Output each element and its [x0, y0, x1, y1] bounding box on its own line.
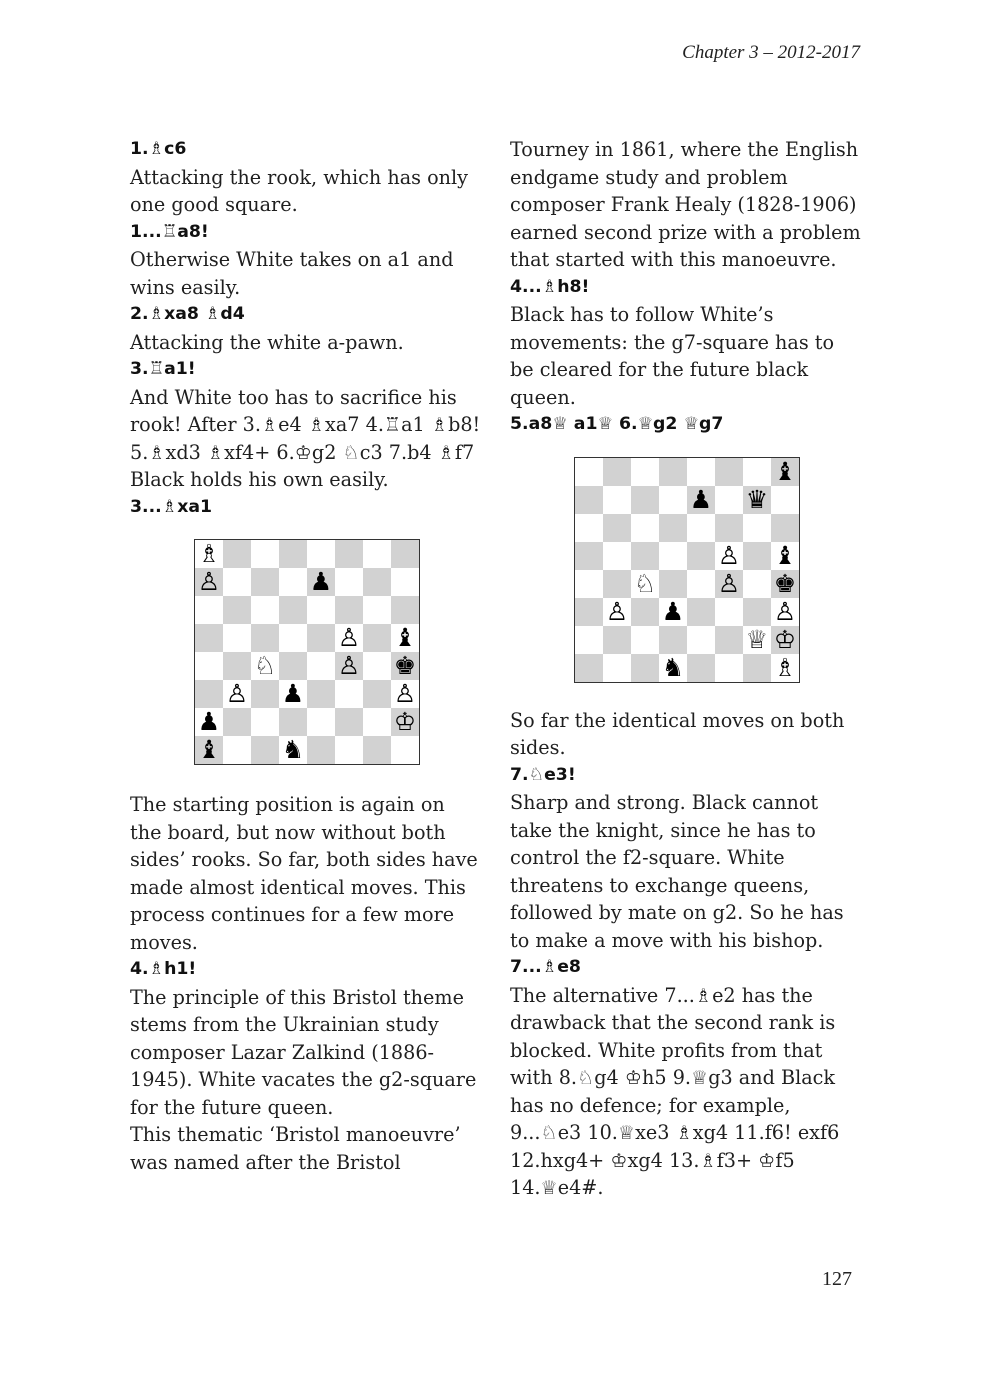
board-square: [659, 486, 687, 514]
board-square: [363, 708, 391, 736]
board-square: [743, 654, 771, 682]
board-square: [307, 540, 335, 568]
board-square: [631, 458, 659, 486]
board-square: [195, 596, 223, 624]
board-square: [687, 514, 715, 542]
board-square: [335, 652, 363, 680]
move-heading: 3.♖a1!: [130, 359, 196, 379]
board-square: [715, 458, 743, 486]
board-square: [631, 486, 659, 514]
board-square: [251, 680, 279, 708]
paragraph: This thematic ‘Bristol manoeuvre’ was named after the Bristol: [130, 1123, 461, 1174]
board-square: [715, 598, 743, 626]
board-square: [195, 624, 223, 652]
board-square: [223, 652, 251, 680]
board-square: [335, 708, 363, 736]
chess-piece-icon: ♝: [773, 456, 797, 486]
board-square: [223, 596, 251, 624]
board-square: [771, 626, 799, 654]
chessboard: [194, 539, 420, 765]
board-square: [771, 570, 799, 598]
paragraph: Otherwise White takes on a1 and wins easily.: [130, 248, 454, 299]
board-square: [687, 626, 715, 654]
board-square: [659, 598, 687, 626]
chess-piece-icon: ♙: [773, 596, 797, 626]
board-square: [659, 514, 687, 542]
board-square: [687, 570, 715, 598]
paragraph: Attacking the rook, which has only one good square.: [130, 165, 469, 216]
board-square: [223, 736, 251, 764]
board-square: [307, 708, 335, 736]
left-column: [130, 136, 482, 1176]
board-square: [363, 736, 391, 764]
chess-piece-icon: ♙: [717, 540, 741, 570]
chess-piece-icon: ♙: [337, 623, 361, 652]
page-number: 127: [822, 1268, 852, 1290]
board-square: [715, 654, 743, 682]
board-square: [391, 708, 419, 736]
board-square: [771, 654, 799, 682]
board-square: [603, 654, 631, 682]
board-square: [307, 736, 335, 764]
board-square: [279, 708, 307, 736]
board-square: [195, 708, 223, 736]
board-square: [391, 568, 419, 596]
chess-diagram-2: [574, 457, 862, 683]
board-square: [715, 542, 743, 570]
board-square: [715, 570, 743, 598]
board-square: [279, 624, 307, 652]
move-heading: 7...♗e8: [510, 957, 581, 977]
board-square: [391, 540, 419, 568]
board-square: [195, 540, 223, 568]
chess-piece-icon: ♕: [745, 624, 769, 654]
board-square: [603, 570, 631, 598]
board-square: [687, 458, 715, 486]
board-square: [335, 540, 363, 568]
board-square: [771, 458, 799, 486]
board-square: [771, 542, 799, 570]
board-square: [223, 708, 251, 736]
chess-piece-icon: ♞: [281, 735, 305, 764]
board-square: [279, 596, 307, 624]
chess-piece-icon: ♘: [633, 568, 657, 598]
board-square: [363, 596, 391, 624]
board-square: [687, 542, 715, 570]
board-square: [307, 596, 335, 624]
running-header: Chapter 3 – 2012-2017: [682, 42, 860, 63]
board-square: [687, 486, 715, 514]
board-square: [363, 568, 391, 596]
board-square: [771, 598, 799, 626]
paragraph: Attacking the white a-pawn.: [130, 330, 404, 354]
board-square: [603, 542, 631, 570]
board-square: [363, 540, 391, 568]
board-square: [251, 736, 279, 764]
board-square: [223, 624, 251, 652]
board-square: [363, 624, 391, 652]
chess-piece-icon: ♙: [337, 651, 361, 680]
chess-piece-icon: ♟: [309, 567, 333, 596]
board-square: [575, 486, 603, 514]
board-square: [603, 598, 631, 626]
paragraph: Sharp and strong. Black cannot take the knight, since he has to control the f2-square. White threatens to exchange queens, followed by mate on g2. So he has to make a move with his bishop.: [510, 791, 844, 952]
board-square: [279, 540, 307, 568]
board-square: [195, 736, 223, 764]
board-square: [743, 458, 771, 486]
move-heading: 4...♗h8!: [510, 276, 590, 297]
board-square: [743, 626, 771, 654]
board-square: [631, 542, 659, 570]
board-square: [391, 680, 419, 708]
board-square: [307, 652, 335, 680]
board-square: [251, 568, 279, 596]
paragraph: The alternative 7...♗e2 has the drawback that the second rank is blocked. White profits from that with 8.♘g4 ♔h5 9.♕g3 and Black has no defence; for example, 9...♘e3 10.♕xe3 ♗xg4 11.f6! exf6 12.hxg4+ ♔xg4 13.♗f3+ ♔f5 14.♕e4#.: [510, 983, 840, 1199]
board-square: [659, 570, 687, 598]
board-square: [335, 736, 363, 764]
board-square: [743, 486, 771, 514]
board-square: [335, 596, 363, 624]
board-square: [631, 514, 659, 542]
board-square: [603, 514, 631, 542]
chess-piece-icon: ♚: [773, 568, 797, 598]
paragraph: So far the identical moves on both sides.: [510, 708, 845, 759]
board-square: [603, 486, 631, 514]
chess-piece-icon: ♛: [745, 484, 769, 514]
chess-piece-icon: ♙: [393, 679, 417, 708]
chess-piece-icon: ♙: [197, 567, 221, 596]
board-square: [307, 568, 335, 596]
chess-piece-icon: ♟: [689, 484, 713, 514]
board-square: [575, 598, 603, 626]
board-square: [603, 458, 631, 486]
paragraph: Tourney in 1861, where the English endgame study and problem composer Frank Healy (1828-1906) earned second prize with a problem that started with this manoeuvre.: [510, 138, 861, 271]
board-square: [659, 542, 687, 570]
chess-piece-icon: ♟: [281, 679, 305, 708]
chess-diagram-1: [194, 539, 482, 765]
board-square: [251, 540, 279, 568]
paragraph: And White too has to sacrifice his rook! After 3.♗e4 ♗xa7 4.♖a1 ♗b8! 5.♗xd3 ♗xf4+ 6.♔g2 ♘c3 7.b4 ♗f7 Black holds his own easily.: [130, 385, 481, 491]
chess-piece-icon: ♔: [773, 624, 797, 654]
board-square: [659, 626, 687, 654]
chess-piece-icon: ♗: [197, 539, 221, 568]
board-square: [279, 736, 307, 764]
board-square: [687, 654, 715, 682]
board-square: [335, 624, 363, 652]
board-square: [391, 596, 419, 624]
move-heading: 2.♗xa8 ♗d4: [130, 304, 245, 324]
move-heading: 7.♘e3!: [510, 764, 576, 785]
board-square: [307, 624, 335, 652]
board-square: [195, 680, 223, 708]
chess-piece-icon: ♗: [773, 652, 797, 682]
chess-piece-icon: ♙: [225, 679, 249, 708]
board-square: [743, 542, 771, 570]
chess-piece-icon: ♙: [605, 596, 629, 626]
board-square: [391, 736, 419, 764]
right-column: [510, 136, 862, 1202]
board-square: [251, 624, 279, 652]
move-heading: 1...♖a8!: [130, 221, 209, 242]
board-square: [195, 568, 223, 596]
board-square: [659, 458, 687, 486]
move-heading: 4.♗h1!: [130, 959, 197, 979]
board-square: [715, 486, 743, 514]
board-square: [575, 542, 603, 570]
board-square: [335, 568, 363, 596]
board-square: [603, 626, 631, 654]
chess-piece-icon: ♟: [197, 707, 221, 736]
board-square: [631, 570, 659, 598]
board-square: [687, 598, 715, 626]
board-square: [279, 652, 307, 680]
paragraph: The starting position is again on the board, but now without both sides’ rooks. So far, both sides have made almost identical moves. This process continues for a few more moves.: [130, 793, 478, 954]
board-square: [335, 680, 363, 708]
chess-piece-icon: ♝: [393, 623, 417, 652]
chess-piece-icon: ♙: [717, 568, 741, 598]
board-square: [743, 598, 771, 626]
move-heading: 1.♗c6: [130, 139, 187, 159]
board-square: [659, 654, 687, 682]
board-square: [307, 680, 335, 708]
move-heading: 3...♗xa1: [130, 496, 213, 517]
board-square: [251, 708, 279, 736]
board-square: [391, 624, 419, 652]
board-square: [771, 486, 799, 514]
chess-piece-icon: ♝: [197, 735, 221, 764]
board-square: [575, 458, 603, 486]
board-square: [575, 626, 603, 654]
board-square: [575, 514, 603, 542]
board-square: [279, 680, 307, 708]
board-square: [251, 596, 279, 624]
chess-piece-icon: ♝: [773, 540, 797, 570]
chess-piece-icon: ♟: [661, 596, 685, 626]
board-square: [223, 540, 251, 568]
move-heading: 5.a8♕ a1♕ 6.♕g2 ♕g7: [510, 414, 724, 434]
board-square: [743, 570, 771, 598]
board-square: [771, 514, 799, 542]
board-square: [279, 568, 307, 596]
board-square: [391, 652, 419, 680]
board-square: [363, 652, 391, 680]
board-square: [251, 652, 279, 680]
chessboard: [574, 457, 800, 683]
board-square: [715, 626, 743, 654]
board-square: [195, 652, 223, 680]
paragraph: Black has to follow White’s movements: the g7-square has to be cleared for the future black queen.: [510, 303, 835, 409]
board-square: [743, 514, 771, 542]
board-square: [631, 626, 659, 654]
chess-piece-icon: ♞: [661, 652, 685, 682]
board-square: [575, 570, 603, 598]
paragraph: The principle of this Bristol theme stems from the Ukrainian study composer Lazar Zalkind (1886-1945). White vacates the g2-square for the future queen.: [130, 985, 477, 1119]
chess-piece-icon: ♔: [393, 707, 417, 736]
board-square: [223, 680, 251, 708]
board-square: [631, 654, 659, 682]
chess-piece-icon: ♘: [253, 651, 277, 680]
board-square: [575, 654, 603, 682]
board-square: [631, 598, 659, 626]
chess-piece-icon: ♚: [393, 651, 417, 680]
board-square: [715, 514, 743, 542]
board-square: [363, 680, 391, 708]
board-square: [223, 568, 251, 596]
